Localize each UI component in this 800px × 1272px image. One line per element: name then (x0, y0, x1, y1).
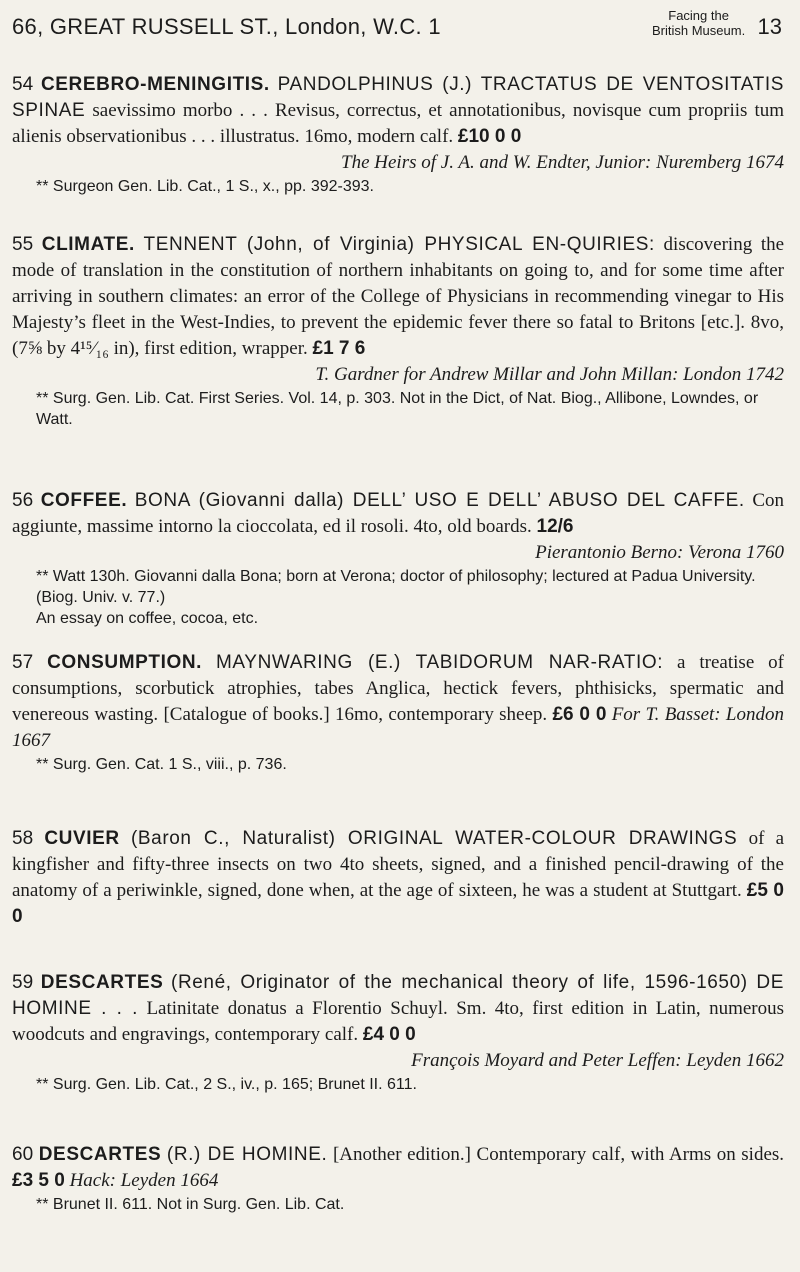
entry-heading: DESCARTES (40, 972, 164, 993)
entry-note: *⁢* Surg. Gen. Cat. 1 S., viii., p. 736. (36, 756, 287, 773)
entry-note: *⁢* Surg. Gen. Lib. Cat. First Series. Vol. 14, p. 303. Not in the Dict, of Nat. Biog., Allibone, Lowndes, or Watt. (36, 390, 759, 428)
entry-title: BONA (Giovanni dalla) DELL’ USO E DELL’ ABUSO DEL CAFFE. (134, 490, 745, 511)
entry-price: £4 0 0 (362, 1024, 416, 1045)
entry-note-2: An essay on coffee, cocoa, etc. (36, 610, 259, 627)
entry-heading: CUVIER (44, 828, 120, 849)
entry-title: TENNENT (John, of Virginia) PHYSICAL EN-QUIRIES: (143, 234, 655, 255)
entry-imprint: Hack: Leyden 1664 (69, 1170, 219, 1191)
entry-imprint: For T. Basset: London 1667 (12, 704, 784, 751)
entry-imprint: Pierantonio Berno: Verona 1760 (535, 542, 784, 563)
entry-note: *⁢* Surg. Gen. Lib. Cat., 2 S., iv., p. 165; Brunet II. 611. (36, 1076, 417, 1093)
entry-title: (René, Originator of the mechanical theory of life, 1596-1650) DE HOMINE . . . (12, 972, 785, 1019)
header-facing (652, 8, 745, 38)
entry-description: saevissimo morbo . . . Revisus, correctus, et annotationibus, novisque cum propriis tum alienis observationibus . . . illustratus. 16mo, modern calf. (12, 100, 785, 147)
entry-title: (R.) DE HOMINE. (166, 1144, 328, 1165)
entry-number: 56 (12, 490, 34, 511)
entry-price: £5 0 0 (12, 880, 784, 927)
entry-number: 60 (12, 1144, 34, 1165)
entry-price: £10 0 0 (457, 126, 522, 147)
entry-imprint: T. Gardner for Andrew Millar and John Millan: London 1742 (315, 364, 784, 385)
entry-description: a treatise of consumptions, scorbutick atrophies, tabes Anglica, hectick fevers, phthisicks, spermatic and venereous wasting. [Catalogue of books.] 16mo, contemporary sheep. (12, 652, 785, 725)
entry-description: Latinitate donatus a Florentio Schuyl. Sm. 4to, first edition in Latin, numerous woodcuts and engravings, contemporary calf. (12, 998, 784, 1045)
entry-price: 12/6 (536, 516, 574, 537)
catalogue-entry (12, 1142, 784, 1215)
catalogue-entry (12, 826, 784, 930)
entry-price: £1 7 6 (312, 338, 366, 359)
entry-heading: DESCARTES (38, 1144, 162, 1165)
entry-imprint: François Moyard and Peter Leffen: Leyden 1662 (411, 1050, 784, 1071)
header-facing-line1: Facing the (668, 8, 729, 23)
entry-note: *⁢* Watt 130h. Giovanni dalla Bona; born at Verona; doctor of philosophy; lectured at Padua University. (Biog. Univ. v. 77.) (36, 568, 756, 606)
entry-number: 58 (12, 828, 34, 849)
entry-title: MAYNWARING (E.) TABIDORUM NAR-RATIO: (216, 652, 664, 673)
entry-heading: CLIMATE. (41, 234, 135, 255)
entry-description: of a kingfisher and fifty-three insects on two 4to sheets, signed, and a finished pencil-drawing of the anatomy of a periwinkle, signed, done when, at the age of sixteen, he was a student at Stuttgart. (12, 828, 785, 901)
entry-heading: CEREBRO-MENINGITIS. (40, 74, 270, 95)
entry-note: *⁢* Surgeon Gen. Lib. Cat., 1 S., x., pp. 392-393. (36, 178, 374, 195)
catalogue-entry (12, 232, 784, 430)
page-header (12, 8, 782, 56)
entry-number: 54 (12, 74, 34, 95)
entry-title: (Baron C., Naturalist) ORIGINAL WATER-COLOUR DRAWINGS (130, 828, 738, 849)
entry-title: PANDOLPHINUS (J.) TRACTATUS DE VENTOSITATIS SPINAE (12, 74, 785, 121)
entry-description: discovering the mode of translation in the constitution of northern inhabitants on going to, and for some time after arriving in southern climates: an error of the College of Physicians in recommending vinegar to His Majesty’s fleet in the West-Indies, to prevent the epidemic fever there so fatal to Britons [etc.]. 8vo, (7⅝ by 4¹⁵⁄₁₆ in), first edition, wrapper. (12, 234, 785, 359)
catalogue-entry (12, 72, 784, 197)
entry-number: 59 (12, 972, 34, 993)
entry-description: Con aggiunte, massime intorno la cioccolata, ed il rosoli. 4to, old boards. (12, 490, 784, 537)
entry-description: [Another edition.] Contemporary calf, with Arms on sides. (332, 1144, 785, 1165)
catalogue-entry (12, 970, 784, 1095)
page-number: 13 (757, 14, 782, 39)
catalogue-entry (12, 650, 784, 775)
entry-number: 57 (12, 652, 34, 673)
entry-number: 55 (12, 234, 34, 255)
catalogue-entry (12, 488, 784, 629)
header-address: 66, GREAT RUSSELL ST., London, W.C. 1 (12, 14, 441, 39)
entry-price: £3 5 0 (12, 1170, 65, 1191)
entry-heading: COFFEE. (40, 490, 128, 511)
entry-heading: CONSUMPTION. (47, 652, 203, 673)
header-facing-line2: British Museum. (652, 23, 746, 38)
entry-price: £6 0 0 (552, 704, 607, 725)
entry-imprint: The Heirs of J. A. and W. Endter, Junior: Nuremberg 1674 (341, 152, 784, 173)
entry-note: *⁢* Brunet II. 611. Not in Surg. Gen. Lib. Cat. (36, 1196, 345, 1213)
